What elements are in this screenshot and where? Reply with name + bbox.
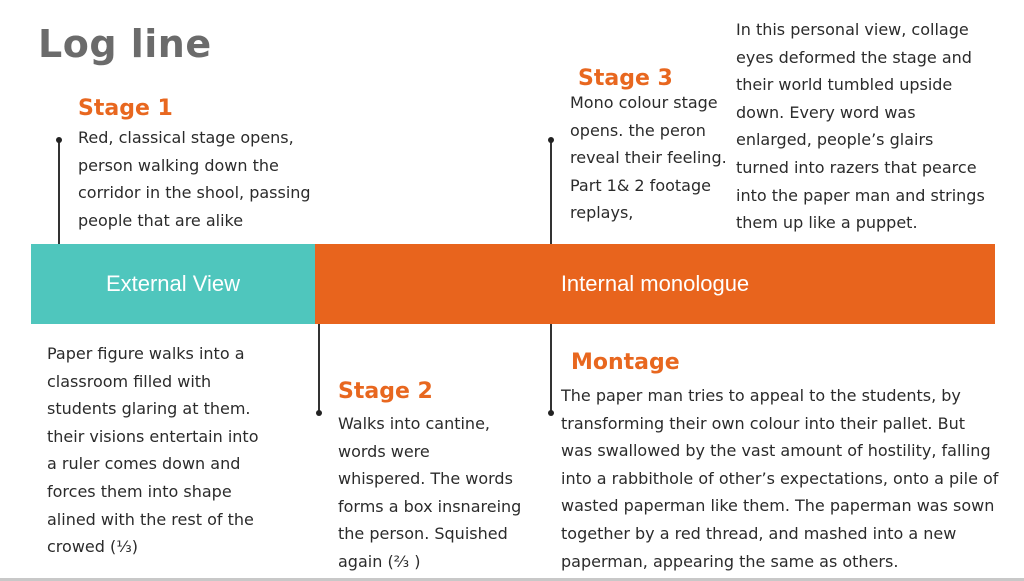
text-line: their world tumbled upside <box>736 75 953 95</box>
stage-2-description <box>338 410 548 576</box>
external-view-bar <box>31 244 315 324</box>
stage-2-connector <box>318 324 320 413</box>
text-line: students glaring at them. <box>47 399 251 419</box>
text-line: words were <box>338 441 430 461</box>
text-line: person walking down the <box>78 155 279 175</box>
text-line: whispered. The words <box>338 469 513 489</box>
text-line: eyes deformed the stage and <box>736 47 972 67</box>
stage-2-title: Stage 2 <box>338 379 433 404</box>
text-line: crowed (⅓) <box>47 537 138 557</box>
text-line: forces them into shape <box>47 481 232 501</box>
text-line: wasted paperman like them. The paperman was sown <box>561 496 995 516</box>
internal-monologue-label: Internal monologue <box>560 271 750 296</box>
text-line: into a rabbithole of other’s expectations, onto a pile of <box>561 468 999 488</box>
text-line: transforming their own colour into their pallet. But <box>561 413 965 433</box>
stage-3-description <box>570 89 740 227</box>
text-line: Paper figure walks into a <box>47 344 245 363</box>
text-line: The paper man tries to appeal to the students, by <box>561 386 961 405</box>
stage-3-title: Stage 3 <box>578 66 673 91</box>
text-line: In this personal view, collage <box>736 20 969 39</box>
personal-view-description <box>736 16 1018 237</box>
external-view-label: External View <box>105 271 241 296</box>
stage-1-connector <box>58 140 60 244</box>
text-line: forms a box insnareing <box>338 496 522 516</box>
text-line: Part 1& 2 footage <box>570 175 711 195</box>
text-line: down. Every word was <box>736 102 916 122</box>
text-line: into the paper man and strings <box>736 185 985 205</box>
text-line: Walks into cantine, <box>338 414 490 433</box>
text-line: Mono colour stage <box>570 93 718 112</box>
text-line: replays, <box>570 203 634 223</box>
text-line: alined with the rest of the <box>47 509 254 529</box>
text-line: a ruler comes down and <box>47 454 241 474</box>
text-line: classroom filled with <box>47 371 212 391</box>
text-line: paperman, appearing the same as others. <box>561 551 899 571</box>
text-line: opens. the peron <box>570 120 706 140</box>
stage-1-title: Stage 1 <box>78 96 173 121</box>
text-line: them up like a puppet. <box>736 213 918 233</box>
page-title: Log line <box>38 22 212 66</box>
text-line: the person. Squished <box>338 524 508 544</box>
text-line: corridor in the shool, passing <box>78 183 311 203</box>
text-line: reveal their feeling. <box>570 148 727 168</box>
internal-monologue-bar <box>315 244 995 324</box>
paper-figure-description <box>47 340 309 561</box>
text-line: people that are alike <box>78 210 244 230</box>
stage-2-marker <box>316 410 322 416</box>
text-line: together by a red thread, and mashed into a new <box>561 523 957 543</box>
montage-title: Montage <box>571 350 680 375</box>
stage-3-connector <box>550 140 552 244</box>
montage-marker <box>548 410 554 416</box>
text-line: was swallowed by the vast amount of hostility, falling <box>561 441 991 461</box>
text-line: Red, classical stage opens, <box>78 128 294 147</box>
text-line: turned into razers that pearce <box>736 157 977 177</box>
text-line: again (⅔ ) <box>338 551 421 571</box>
montage-connector <box>550 324 552 413</box>
text-line: their visions entertain into <box>47 426 259 446</box>
stage-3-marker <box>548 137 554 143</box>
text-line: enlarged, people’s glairs <box>736 130 934 150</box>
montage-description <box>561 382 1024 575</box>
stage-1-marker <box>56 137 62 143</box>
stage-1-description <box>78 124 378 234</box>
